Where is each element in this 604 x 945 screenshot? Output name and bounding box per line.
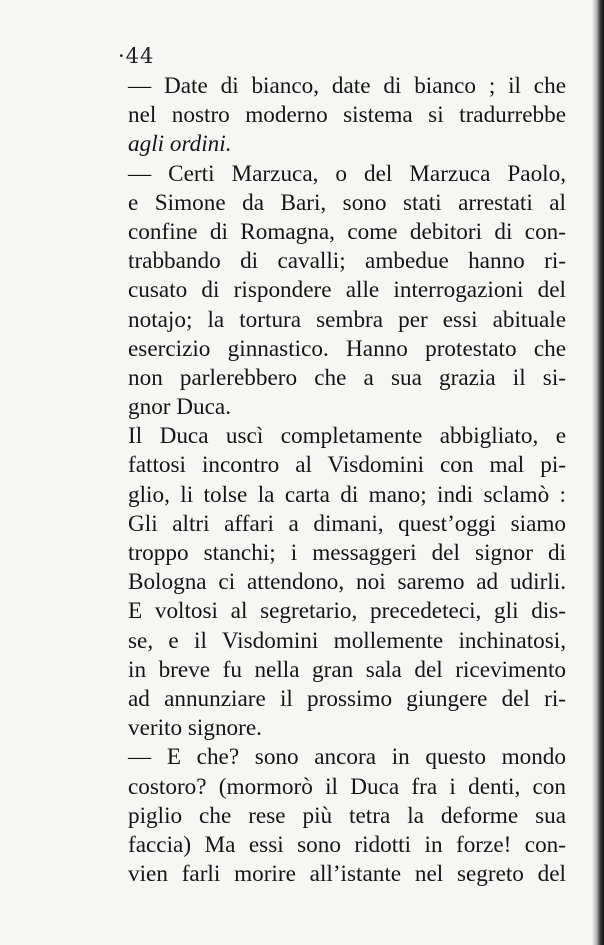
text-line: Il Duca uscì completamente abbigliato, e — [128, 423, 566, 450]
text-line: e Simone da Bari, sono stati arrestati al — [128, 189, 566, 216]
text-line: non parlerebbero che a sua grazia il si- — [128, 364, 566, 391]
text-line: cusato di rispondere alle interrogazioni del — [128, 277, 566, 304]
text-line: agli ordini. — [128, 131, 232, 158]
text-line: Bologna ci attendono, noi saremo ad udirli. — [128, 569, 566, 596]
text-line: fattosi incontro al Visdomini con mal pi- — [128, 452, 566, 479]
text-line: costoro? (mormorò il Duca fra i denti, con — [128, 773, 566, 800]
text-line: Gli altri affari a dimani, quest’oggi siamo — [128, 510, 566, 537]
text-line: — Certi Marzuca, o del Marzuca Paolo, — [128, 160, 566, 187]
text-line: nel nostro moderno sistema si tradurrebbe — [128, 102, 566, 129]
text-line: confine di Romagna, come debitori di con- — [128, 218, 566, 245]
text-line: gnor Duca. — [128, 394, 232, 421]
text-line: glio, li tolse la carta di mano; indi sclamò : — [128, 481, 566, 508]
text-line: ad annunziare il prossimo giungere del ri- — [128, 685, 566, 712]
text-line: piglio che rese più tetra la deforme sua — [128, 802, 566, 829]
text-line: faccia) Ma essi sono ridotti in forze! con- — [128, 831, 566, 858]
body-text — [128, 72, 566, 889]
text-line: in breve fu nella gran sala del ricevimento — [128, 656, 566, 683]
text-line: trabbando di cavalli; ambedue hanno ri- — [128, 248, 566, 275]
page-edge-shadow — [592, 0, 604, 945]
text-line: notajo; la tortura sembra per essi abituale — [128, 306, 566, 333]
text-line: E voltosi al segretario, precedeteci, gli dis- — [128, 598, 566, 625]
text-line: se, e il Visdomini mollemente inchinatosi, — [128, 627, 566, 654]
text-line: vien farli morire all’istante nel segreto del — [128, 861, 566, 888]
text-line: — E che? sono ancora in questo mondo — [128, 744, 566, 771]
text-line: — Date di bianco, date di bianco ; il che — [128, 73, 566, 99]
text-line: esercizio ginnastico. Hanno protestato che — [128, 335, 566, 362]
text-line: troppo stanchi; i messaggeri del signor di — [128, 540, 566, 566]
page-number: ·44 — [118, 44, 155, 68]
text-line: verito signore. — [128, 715, 262, 742]
